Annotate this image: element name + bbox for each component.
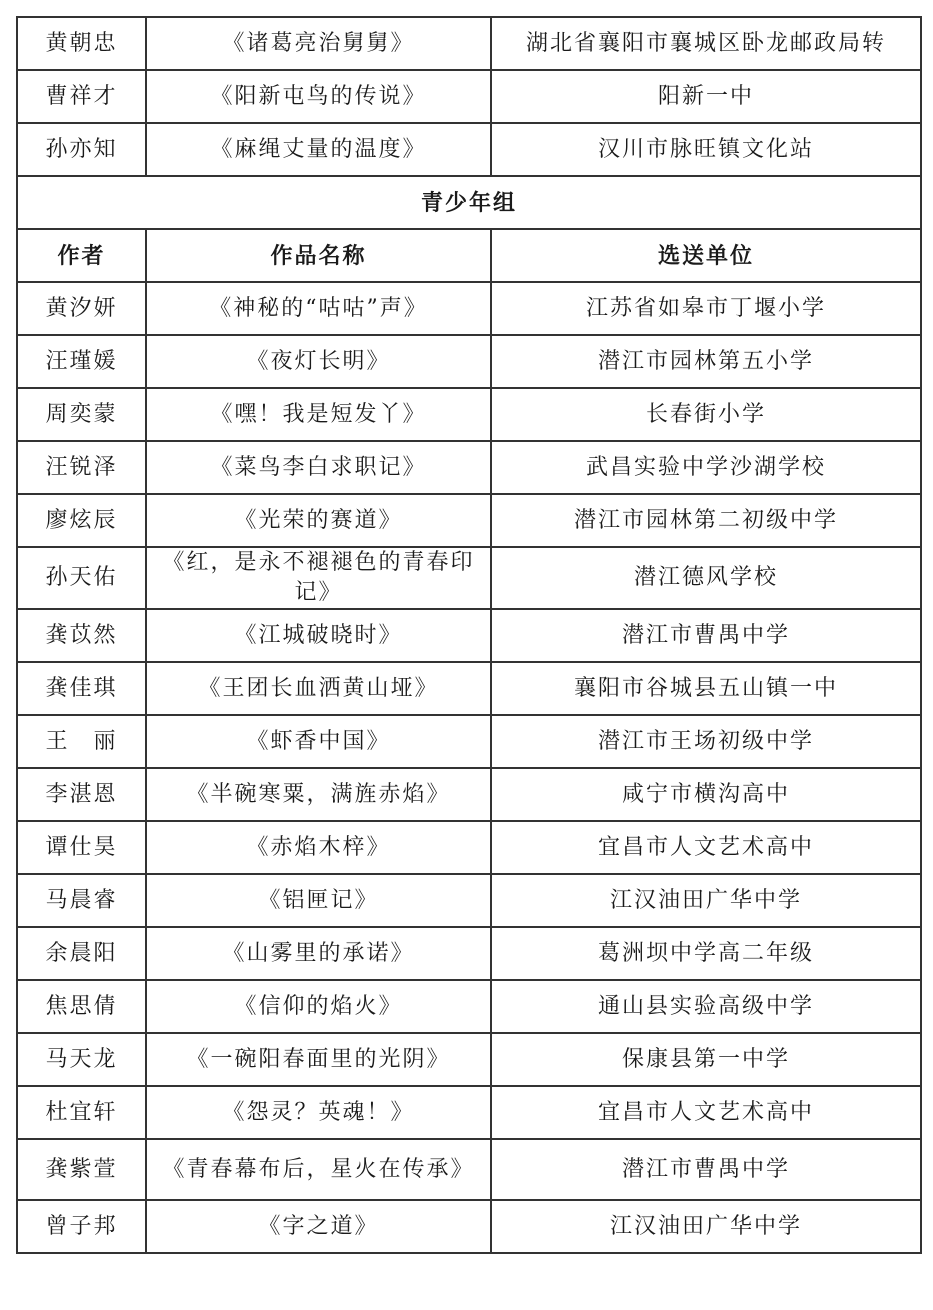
cell-title: 《菜鸟李白求职记》: [146, 441, 491, 494]
cell-unit: 潜江市曹禺中学: [491, 609, 921, 662]
cell-author: 谭仕昊: [17, 821, 146, 874]
cell-author: 曹祥才: [17, 70, 146, 123]
cell-author: 李湛恩: [17, 768, 146, 821]
cell-author: 黄汐妍: [17, 282, 146, 335]
cell-unit: 汉川市脉旺镇文化站: [491, 123, 921, 176]
youth-rows: [17, 282, 921, 1253]
cell-author: 焦思倩: [17, 980, 146, 1033]
cell-title: 《江城破晓时》: [146, 609, 491, 662]
table-row: [17, 70, 921, 123]
cell-title: 《诸葛亮治舅舅》: [146, 17, 491, 70]
cell-unit: 宜昌市人文艺术高中: [491, 1086, 921, 1139]
table-row: [17, 662, 921, 715]
table-row: [17, 768, 921, 821]
cell-unit: 湖北省襄阳市襄城区卧龙邮政局转: [491, 17, 921, 70]
table-row: [17, 980, 921, 1033]
header-unit: 选送单位: [491, 229, 921, 282]
cell-unit: 潜江市曹禺中学: [491, 1139, 921, 1200]
cell-author: 汪瑾媛: [17, 335, 146, 388]
cell-title: 《夜灯长明》: [146, 335, 491, 388]
table-row: [17, 494, 921, 547]
cell-title: 《一碗阳春面里的光阴》: [146, 1033, 491, 1086]
table-row: [17, 609, 921, 662]
cell-title: 《虾香中国》: [146, 715, 491, 768]
cell-author: 龚苡然: [17, 609, 146, 662]
cell-author: 王 丽: [17, 715, 146, 768]
table-row: [17, 1200, 921, 1253]
cell-title: 《铝匣记》: [146, 874, 491, 927]
table-row: [17, 715, 921, 768]
table-row: [17, 547, 921, 609]
table-row: [17, 821, 921, 874]
table-row: [17, 388, 921, 441]
cell-title: 《王团长血洒黄山垭》: [146, 662, 491, 715]
cell-unit: 江汉油田广华中学: [491, 1200, 921, 1253]
table-row: [17, 1033, 921, 1086]
cell-unit: 武昌实验中学沙湖学校: [491, 441, 921, 494]
cell-title: 《阳新屯鸟的传说》: [146, 70, 491, 123]
cell-title: 《光荣的赛道》: [146, 494, 491, 547]
cell-author: 汪锐泽: [17, 441, 146, 494]
cell-title: 《赤焰木梓》: [146, 821, 491, 874]
cell-author: 孙亦知: [17, 123, 146, 176]
cell-author: 龚佳琪: [17, 662, 146, 715]
cell-title: 《神秘的“咕咕”声》: [146, 282, 491, 335]
table-row: [17, 927, 921, 980]
cell-unit: 江汉油田广华中学: [491, 874, 921, 927]
cell-unit: 通山县实验高级中学: [491, 980, 921, 1033]
cell-unit: 潜江市园林第五小学: [491, 335, 921, 388]
cell-author: 曾子邦: [17, 1200, 146, 1253]
cell-unit: 阳新一中: [491, 70, 921, 123]
cell-author: 马天龙: [17, 1033, 146, 1086]
table-row: [17, 1139, 921, 1200]
cell-unit: 葛洲坝中学高二年级: [491, 927, 921, 980]
table-row: [17, 1086, 921, 1139]
cell-unit: 潜江市王场初级中学: [491, 715, 921, 768]
cell-unit: 咸宁市横沟高中: [491, 768, 921, 821]
cell-author: 黄朝忠: [17, 17, 146, 70]
cell-unit: 长春街小学: [491, 388, 921, 441]
cell-unit: 潜江德风学校: [491, 547, 921, 609]
cell-title: 《嘿！我是短发丫》: [146, 388, 491, 441]
cell-title: 《怨灵？英魂！》: [146, 1086, 491, 1139]
cell-unit: 宜昌市人文艺术高中: [491, 821, 921, 874]
cell-author: 龚紫萱: [17, 1139, 146, 1200]
cell-title: 《麻绳丈量的温度》: [146, 123, 491, 176]
cell-unit: 江苏省如皋市丁堰小学: [491, 282, 921, 335]
adult-rows: [17, 17, 921, 176]
cell-author: 杜宜轩: [17, 1086, 146, 1139]
cell-title: 《字之道》: [146, 1200, 491, 1253]
section-row: [17, 176, 921, 229]
header-author: 作者: [17, 229, 146, 282]
cell-author: 廖炫辰: [17, 494, 146, 547]
cell-unit: 襄阳市谷城县五山镇一中: [491, 662, 921, 715]
cell-title: 《山雾里的承诺》: [146, 927, 491, 980]
cell-author: 余晨阳: [17, 927, 146, 980]
cell-author: 马晨睿: [17, 874, 146, 927]
cell-title: 《信仰的焰火》: [146, 980, 491, 1033]
cell-unit: 保康县第一中学: [491, 1033, 921, 1086]
cell-author: 周奕蒙: [17, 388, 146, 441]
header-title: 作品名称: [146, 229, 491, 282]
table-row: [17, 17, 921, 70]
cell-title: 《青春幕布后，星火在传承》: [146, 1139, 491, 1200]
table-row: [17, 335, 921, 388]
cell-title: 《红，是永不褪褪色的青春印记》: [146, 547, 491, 609]
cell-author: 孙天佑: [17, 547, 146, 609]
cell-title: 《半碗寒粟，满旌赤焰》: [146, 768, 491, 821]
table-row: [17, 123, 921, 176]
table-row: [17, 282, 921, 335]
cell-unit: 潜江市园林第二初级中学: [491, 494, 921, 547]
award-table: [16, 16, 922, 1254]
table-row: [17, 874, 921, 927]
header-row: [17, 229, 921, 282]
table-row: [17, 441, 921, 494]
section-title: 青少年组: [17, 176, 921, 229]
